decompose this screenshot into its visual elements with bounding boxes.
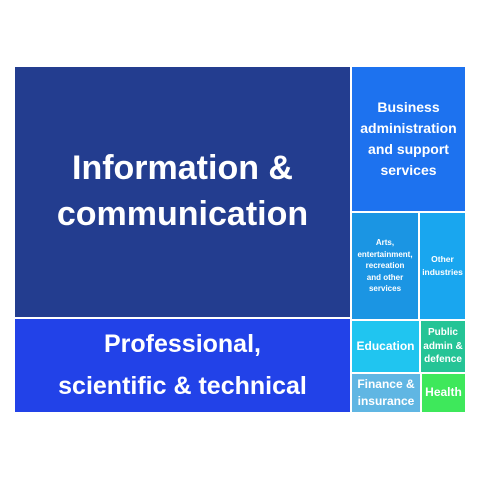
treemap-label-arts: Arts, entertainment, recreation and other services [357,238,413,294]
treemap-tile-business-admin [351,66,466,212]
treemap-tile-professional [14,318,351,413]
treemap-label-other: Other industries [422,254,463,277]
treemap-label-public-admin: Public admin & defence [423,327,463,366]
treemap-label-professional: Professional, scientific & technical [58,330,307,400]
treemap-tile-education [351,320,420,373]
treemap-tile-public-admin [420,320,466,373]
treemap-tile-finance [351,373,421,413]
treemap [14,66,466,413]
treemap-tile-info-comm [14,66,351,318]
treemap-label-business-admin: Business administration and support services [360,99,457,178]
treemap-label-education: Education [356,338,415,353]
treemap-label-info-comm: Information & communication [56,149,309,233]
treemap-label-health: Health [425,385,462,400]
treemap-tile-arts [351,212,419,320]
treemap-tile-other [419,212,466,320]
treemap-tile-health [421,373,466,413]
treemap-label-finance: Finance & insurance [357,376,415,408]
